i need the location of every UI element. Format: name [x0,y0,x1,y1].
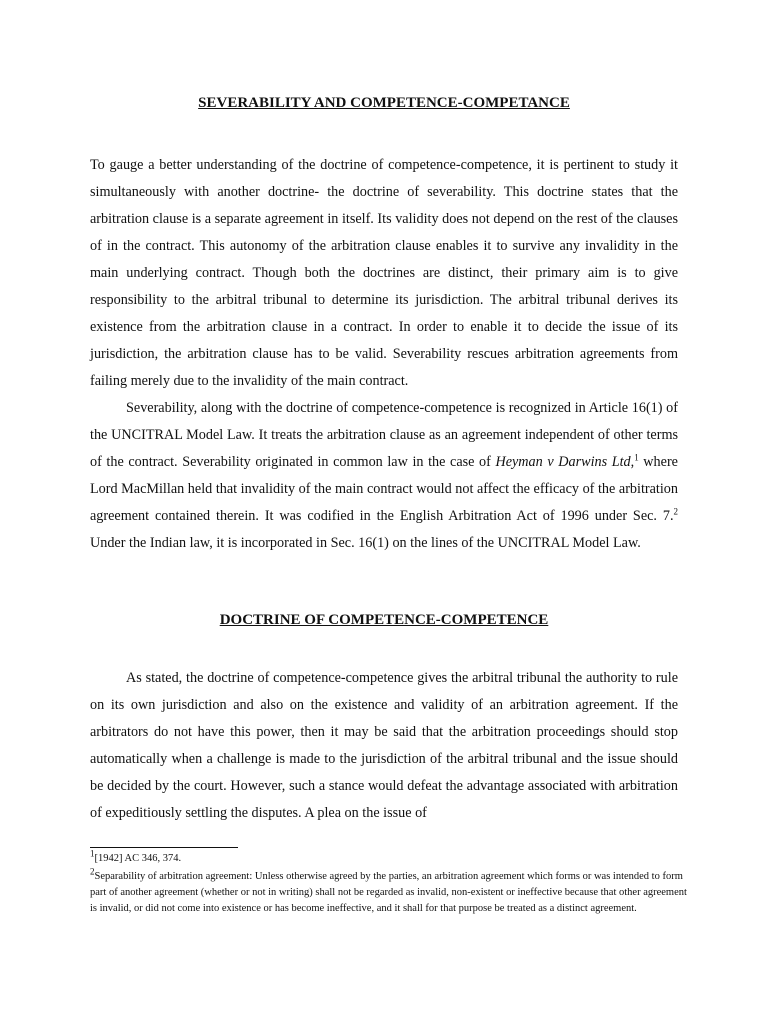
footnote-1 [90,848,690,867]
footnote-text: [1942] AC 346, 374. [94,853,182,864]
paragraph-text: where Lord MacMillan held that invalidity of the main contract would not affect the efficacy of the arbitration agreement contained therein. It was codified in the English Arbitration Act of 1996 under Sec. 7. [90,454,678,524]
paragraph-severability [90,395,678,557]
case-name: Heyman v Darwins Ltd [495,454,631,470]
paragraph-intro: To gauge a better understanding of the doctrine of competence-competence, it is pertinent to study it simultaneously with another doctrine- the doctrine of severability. This doctrine states that the arbitration clause is a separate agreement in itself. Its validity does not depend on the rest of the clauses of in the contract. This autonomy of the arbitration clause enables it to survive any invalidity in the main underlying contract. Though both the doctrines are distinct, their primary aim is to give responsibility to the arbitral tribunal to determine its jurisdiction. The arbitral tribunal derives its existence from the arbitration clause in a contract. In order to enable it to decide the issue of its jurisdiction, the arbitration clause has to be valid. Severability rescues arbitration agreements from failing merely due to the invalidity of the main contract. [90,157,678,389]
footnote-text: Separability of arbitration agreement: Unless otherwise agreed by the parties, an arbitration agreement which forms or was intended to form part of another agreement (whether or not in writing) shall not be regarded as invalid, non-existent or ineffective because that other agreement is invalid, or did not come into existence or has become ineffective, and it shall for that purpose be treated as a distinct agreement. [90,871,687,914]
page-title: SEVERABILITY AND COMPETENCE-COMPETANCE [198,95,570,111]
footnote-2 [90,866,690,917]
paragraph-text: , [630,454,635,470]
paragraph-text: Under the Indian law, it is incorporated in Sec. 16(1) on the lines of the UNCITRAL Model Law. [90,535,641,551]
paragraph-competence: As stated, the doctrine of competence-competence gives the arbitral tribunal the authority to rule on its own jurisdiction and also on the existence and validity of an arbitration agreement. If the arbitrators do not have this power, then it may be said that the arbitration proceedings should stop automatically when a challenge is made to the jurisdiction of the arbitral tribunal and the issue should be decided by the court. However, such a stance would defeat the advantage associated with arbitration of expeditiously settling the disputes. A plea on the issue of [90,670,678,821]
footnote-mark: 2 [90,866,95,877]
footnote-mark: 1 [90,848,95,859]
footnote-ref-2[interactable]: 2 [673,506,678,517]
section-heading: DOCTRINE OF COMPETENCE-COMPETENCE [219,612,549,628]
paragraph-text: Severability, along with the doctrine of competence-competence is recognized in Article 16(1) of the UNCITRAL Model Law. It treats the arbitration clause as an agreement independent of other terms of the contract. Severability originated in common law in the case of [90,400,678,470]
footnote-divider [90,847,238,848]
footnote-ref-1[interactable]: 1 [634,452,639,463]
